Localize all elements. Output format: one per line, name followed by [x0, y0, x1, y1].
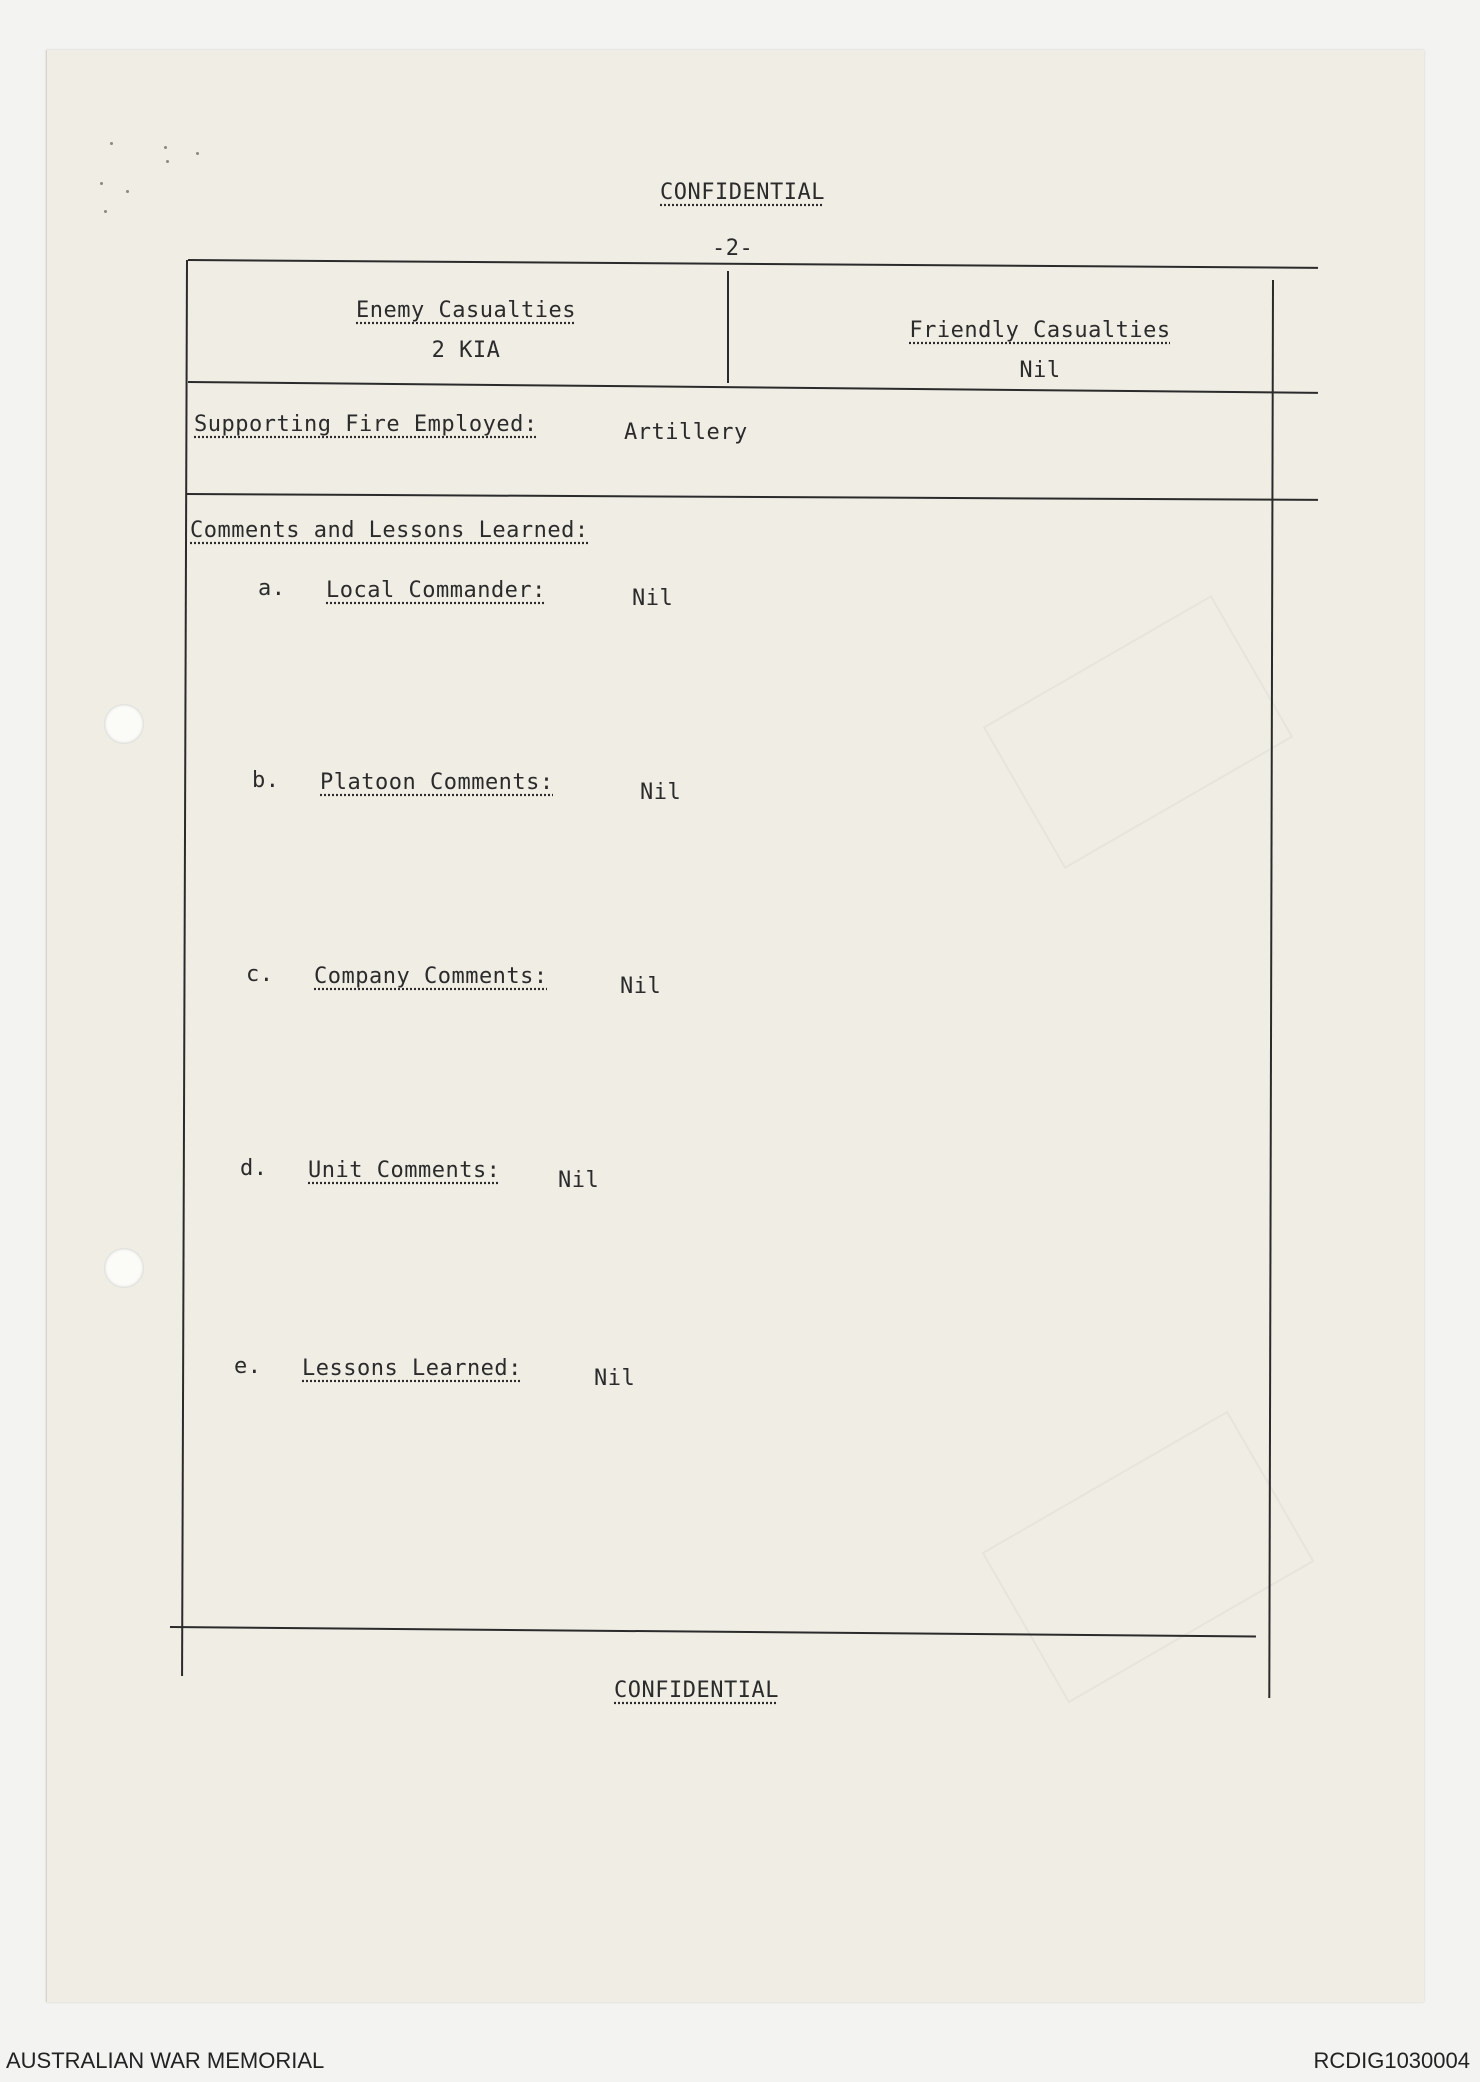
enemy-casualties-label: Enemy Casualties [356, 298, 576, 323]
header-classification: CONFIDENTIAL [660, 180, 825, 205]
local-commander-value: Nil [632, 586, 674, 611]
unit-comments-value: Nil [558, 1168, 600, 1193]
document-page [46, 50, 1424, 2002]
paper-speck [110, 142, 113, 145]
lessons-learned-value: Nil [594, 1366, 636, 1391]
comment-letter-e: e. [234, 1354, 262, 1379]
paper-speck [166, 160, 169, 163]
punch-hole [104, 1248, 144, 1288]
enemy-casualties-value: 2 KIA [431, 338, 501, 363]
comment-letter-b: b. [252, 768, 280, 793]
paper-speck [104, 210, 107, 213]
casualties-divider [727, 271, 729, 383]
platoon-comments-label: Platoon Comments: [320, 770, 554, 795]
supporting-fire-label: Supporting Fire Employed: [194, 412, 538, 437]
supporting-fire-bottom-border [186, 493, 1318, 501]
local-commander-label: Local Commander: [326, 578, 546, 603]
page-number: -2- [712, 236, 754, 261]
watermark [983, 595, 1294, 869]
comment-letter-d: d. [240, 1156, 268, 1181]
friendly-casualties-value: Nil [1019, 358, 1061, 383]
paper-speck [100, 182, 103, 185]
punch-hole [104, 704, 144, 744]
comment-letter-a: a. [258, 576, 286, 601]
unit-comments-label: Unit Comments: [308, 1158, 501, 1183]
watermark [982, 1411, 1315, 1704]
paper-speck [196, 152, 199, 155]
archive-credit: AUSTRALIAN WAR MEMORIAL [6, 2048, 325, 2073]
company-comments-label: Company Comments: [314, 964, 548, 989]
footer-classification: CONFIDENTIAL [614, 1678, 779, 1703]
box-left-border [181, 260, 188, 1676]
comments-heading: Comments and Lessons Learned: [190, 518, 589, 543]
platoon-comments-value: Nil [640, 780, 682, 805]
paper-speck [126, 190, 129, 193]
company-comments-value: Nil [620, 974, 662, 999]
page-edge [46, 50, 47, 2002]
friendly-casualties-label: Friendly Casualties [909, 318, 1171, 343]
paper-speck [164, 146, 167, 149]
supporting-fire-value: Artillery [624, 420, 748, 445]
lessons-learned-label: Lessons Learned: [302, 1356, 522, 1381]
archive-reference-id: RCDIG1030004 [1313, 2048, 1470, 2073]
comment-letter-c: c. [246, 962, 274, 987]
